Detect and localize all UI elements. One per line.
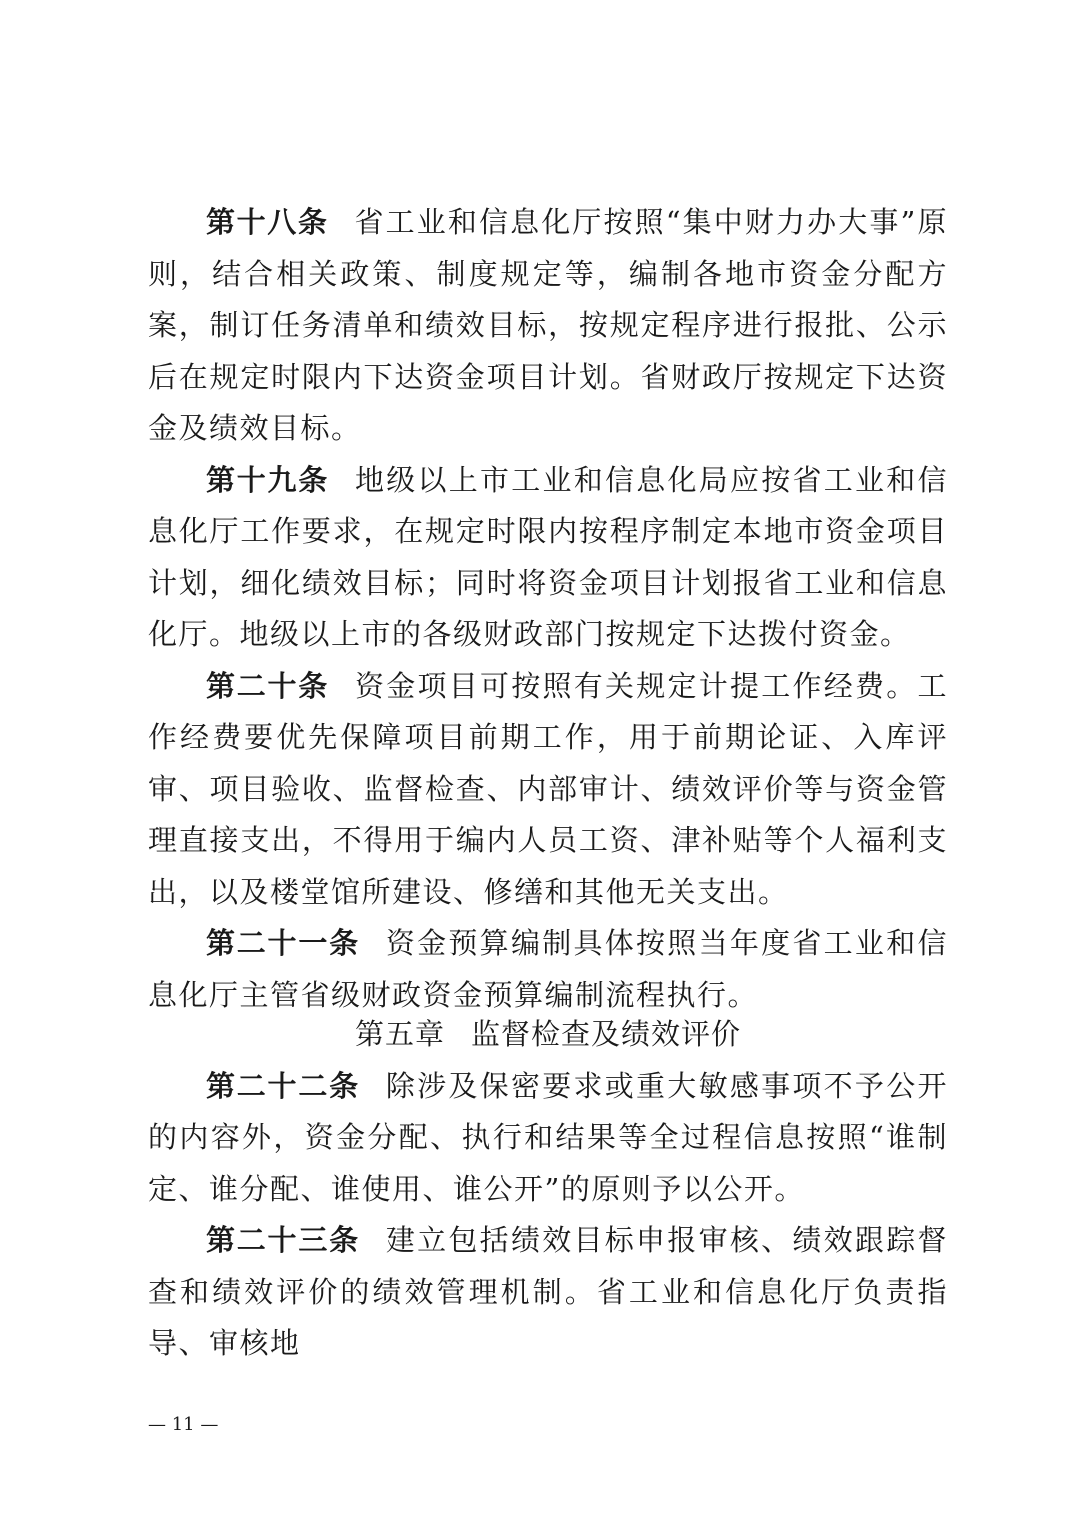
article-number: 第二十一条	[206, 926, 360, 960]
article-number: 第二十二条	[206, 1068, 360, 1103]
chapter-title: 监督检查及绩效评价	[471, 1017, 742, 1051]
article-20	[148, 661, 948, 919]
article-number: 第十九条	[206, 462, 329, 497]
article-21	[148, 918, 948, 1021]
article-text: 资金预算编制具体按照当年度省工业和信息化厅主管省级财政资金预算编制流程执行。	[148, 926, 948, 1012]
articles-before-chapter	[148, 197, 948, 1021]
article-18	[148, 197, 948, 455]
article-text: 地级以上市工业和信息化局应按省工业和信息化厅工作要求，在规定时限内按程序制定本地市资金项目计划，细化绩效目标；同时将资金项目计划报省工业和信息化厅。地级以上市的各级财政部门按规定下达拨付资金。	[148, 462, 948, 651]
article-22	[148, 1061, 948, 1216]
article-number: 第二十条	[206, 668, 329, 703]
article-19	[148, 455, 948, 661]
page-number: — 11 —	[148, 1414, 219, 1435]
article-text: 资金项目可按照有关规定计提工作经费。工作经费要优先保障项目前期工作，用于前期论证、入库评审、项目验收、监督检查、内部审计、绩效评价等与资金管理直接支出，不得用于编内人员工资、津补贴等个人福利支出，以及楼堂馆所建设、修缮和其他无关支出。	[148, 668, 948, 909]
article-text: 省工业和信息化厅按照“集中财力办大事”原则，结合相关政策、制度规定等，编制各地市资金分配方案，制订任务清单和绩效目标，按规定程序进行报批、公示后在规定时限内下达资金项目计划。省财政厅按规定下达资金及绩效目标。	[148, 205, 948, 445]
chapter-number: 第五章	[354, 1017, 445, 1051]
article-number: 第二十三条	[206, 1223, 360, 1257]
chapter-five-section	[148, 1009, 948, 1370]
chapter-heading	[148, 1009, 948, 1061]
article-number: 第十八条	[206, 205, 329, 239]
article-text: 除涉及保密要求或重大敏感事项不予公开的内容外，资金分配、执行和结果等全过程信息按照“谁制定、谁分配、谁使用、谁公开”的原则予以公开。	[148, 1068, 948, 1206]
article-23	[148, 1215, 948, 1370]
article-text: 建立包括绩效目标申报审核、绩效跟踪督查和绩效评价的绩效管理机制。省工业和信息化厅负责指导、审核地	[148, 1223, 948, 1360]
